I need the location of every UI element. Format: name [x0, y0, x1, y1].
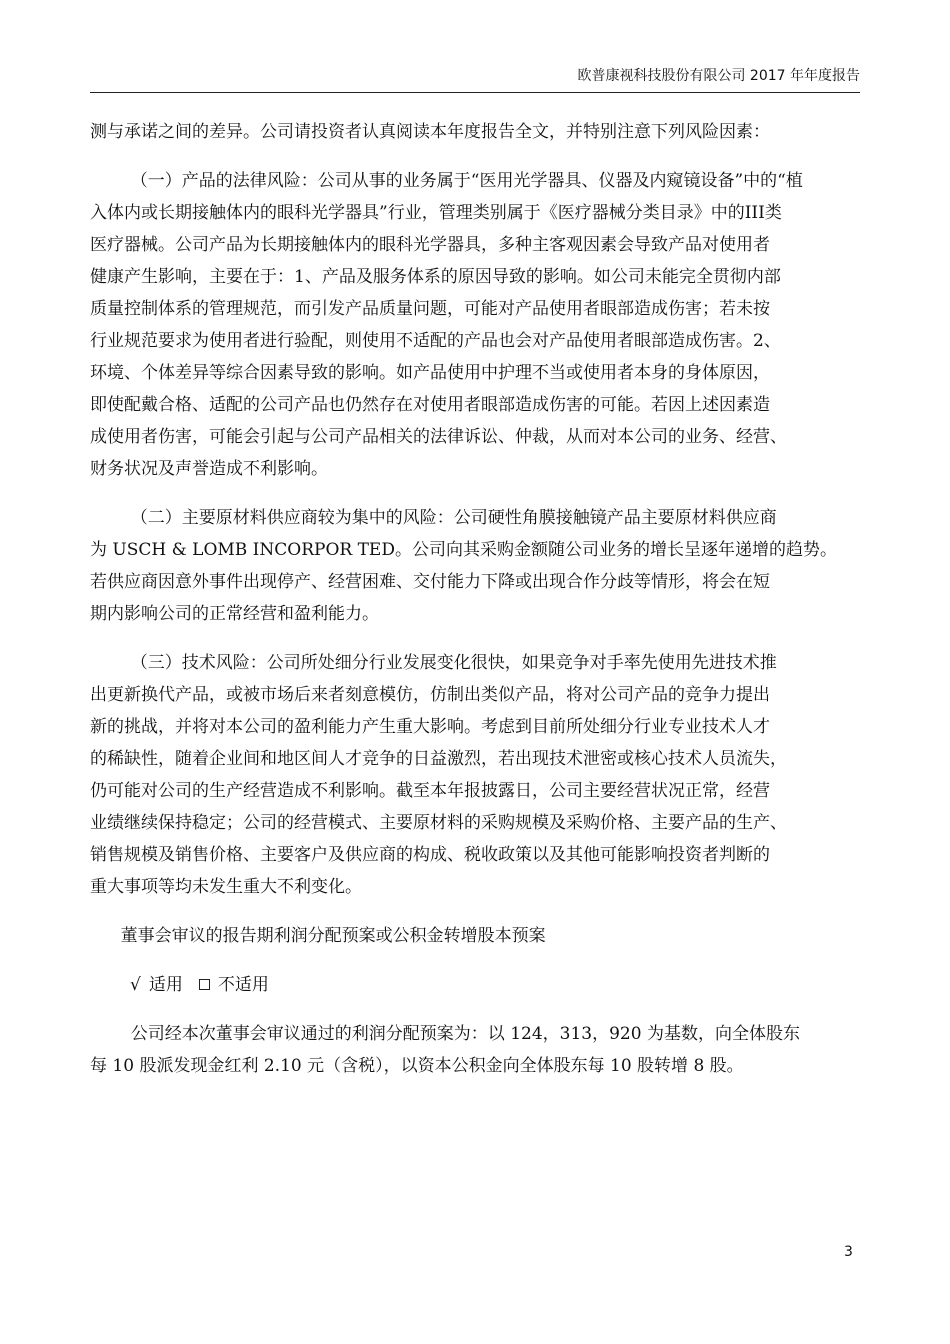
- text-line: 新的挑战，并将对本公司的盈利能力产生重大影响。考虑到目前所处细分行业专业技术人才: [90, 717, 770, 737]
- text-line: （二）主要原材料供应商较为集中的风险：公司硬性角膜接触镜产品主要原材料供应商: [130, 508, 777, 528]
- text-line: 入体内或长期接触体内的眼科光学器具”行业，管理类别属于《医疗器械分类目录》中的III类: [90, 203, 782, 223]
- text-line: 期内影响公司的正常经营和盈利能力。: [90, 604, 379, 624]
- text-line: 健康产生影响，主要在于：1、产品及服务体系的原因导致的影响。如公司未能完全贯彻内部: [90, 267, 781, 287]
- text-line: 仍可能对公司的生产经营造成不利影响。截至本年报披露日，公司主要经营状况正常，经营: [90, 781, 770, 801]
- text-line: 出更新换代产品，或被市场后来者刻意模仿，仿制出类似产品，将对公司产品的竞争力提出: [90, 685, 770, 705]
- text-line: 即使配戴合格、适配的公司产品也仍然存在对使用者眼部造成伤害的可能。若因上述因素造: [90, 395, 770, 415]
- text-line: 每 10 股派发现金红利 2.10 元（含税），以资本公积金向全体股东每 10 股转增 8 股。: [90, 1056, 744, 1076]
- text-line: 行业规范要求为使用者进行验配，则使用不适配的产品也会对产品使用者眼部造成伤害。2、: [90, 331, 781, 351]
- risk-supplier-paragraph: [90, 502, 860, 630]
- text-line: （一）产品的法律风险：公司从事的业务属于“医用光学器具、仪器及内窥镜设备”中的“植: [130, 171, 803, 191]
- text-line: 测与承诺之间的差异。公司请投资者认真阅读本年度报告全文，并特别注意下列风险因素：: [90, 122, 770, 142]
- risk-legal-paragraph: [90, 165, 860, 485]
- check-mark-icon: √: [130, 975, 141, 995]
- profit-distribution-paragraph: [90, 1018, 860, 1082]
- applicability-options: [90, 969, 860, 1001]
- header-divider: [90, 92, 860, 93]
- risk-technology-paragraph: [90, 647, 860, 903]
- text-line: 业绩继续保持稳定；公司的经营模式、主要原材料的采购规模及采购价格、主要产品的生产、: [90, 813, 787, 833]
- intro-paragraph: [90, 116, 860, 148]
- text-line: 公司经本次董事会审议通过的利润分配预案为：以 124，313，920 为基数，向全体股东: [130, 1024, 800, 1044]
- text-line: 环境、个体差异等综合因素导致的影响。如产品使用中护理不当或使用者本身的身体原因，: [90, 363, 770, 383]
- text-line: 若供应商因意外事件出现停产、经营困难、交付能力下降或出现合作分歧等情形，将会在短: [90, 572, 770, 592]
- text-line: 为 USCH & LOMB INCORPOR TED。公司向其采购金额随公司业务的增长呈逐年递增的趋势。: [90, 540, 837, 560]
- applicable-label: 适用: [148, 975, 183, 995]
- text-line: 财务状况及声誉造成不利影响。: [90, 459, 328, 479]
- empty-checkbox-icon: [199, 979, 210, 990]
- text-line: 董事会审议的报告期利润分配预案或公积金转增股本预案: [120, 926, 546, 946]
- text-line: 成使用者伤害，可能会引起与公司产品相关的法律诉讼、仲裁，从而对本公司的业务、经营、: [90, 427, 787, 447]
- text-line: 销售规模及销售价格、主要客户及供应商的构成、税收政策以及其他可能影响投资者判断的: [90, 845, 770, 865]
- page-number: 3: [844, 1244, 853, 1260]
- text-line: 医疗器械。公司产品为长期接触体内的眼科光学器具，多种主客观因素会导致产品对使用者: [90, 235, 770, 255]
- text-line: （三）技术风险：公司所处细分行业发展变化很快，如果竞争对手率先使用先进技术推: [130, 653, 777, 673]
- not-applicable-label: 不适用: [217, 975, 269, 995]
- text-line: 质量控制体系的管理规范，而引发产品质量问题，可能对产品使用者眼部造成伤害；若未按: [90, 299, 770, 319]
- report-header: 欧普康视科技股份有限公司 2017 年年度报告: [577, 68, 860, 84]
- profit-distribution-heading: [90, 920, 860, 952]
- text-line: 的稀缺性，随着企业间和地区间人才竞争的日益激烈，若出现技术泄密或核心技术人员流失，: [90, 749, 787, 769]
- text-line: 重大事项等均未发生重大不利变化。: [90, 877, 362, 897]
- document-body: [90, 116, 860, 1099]
